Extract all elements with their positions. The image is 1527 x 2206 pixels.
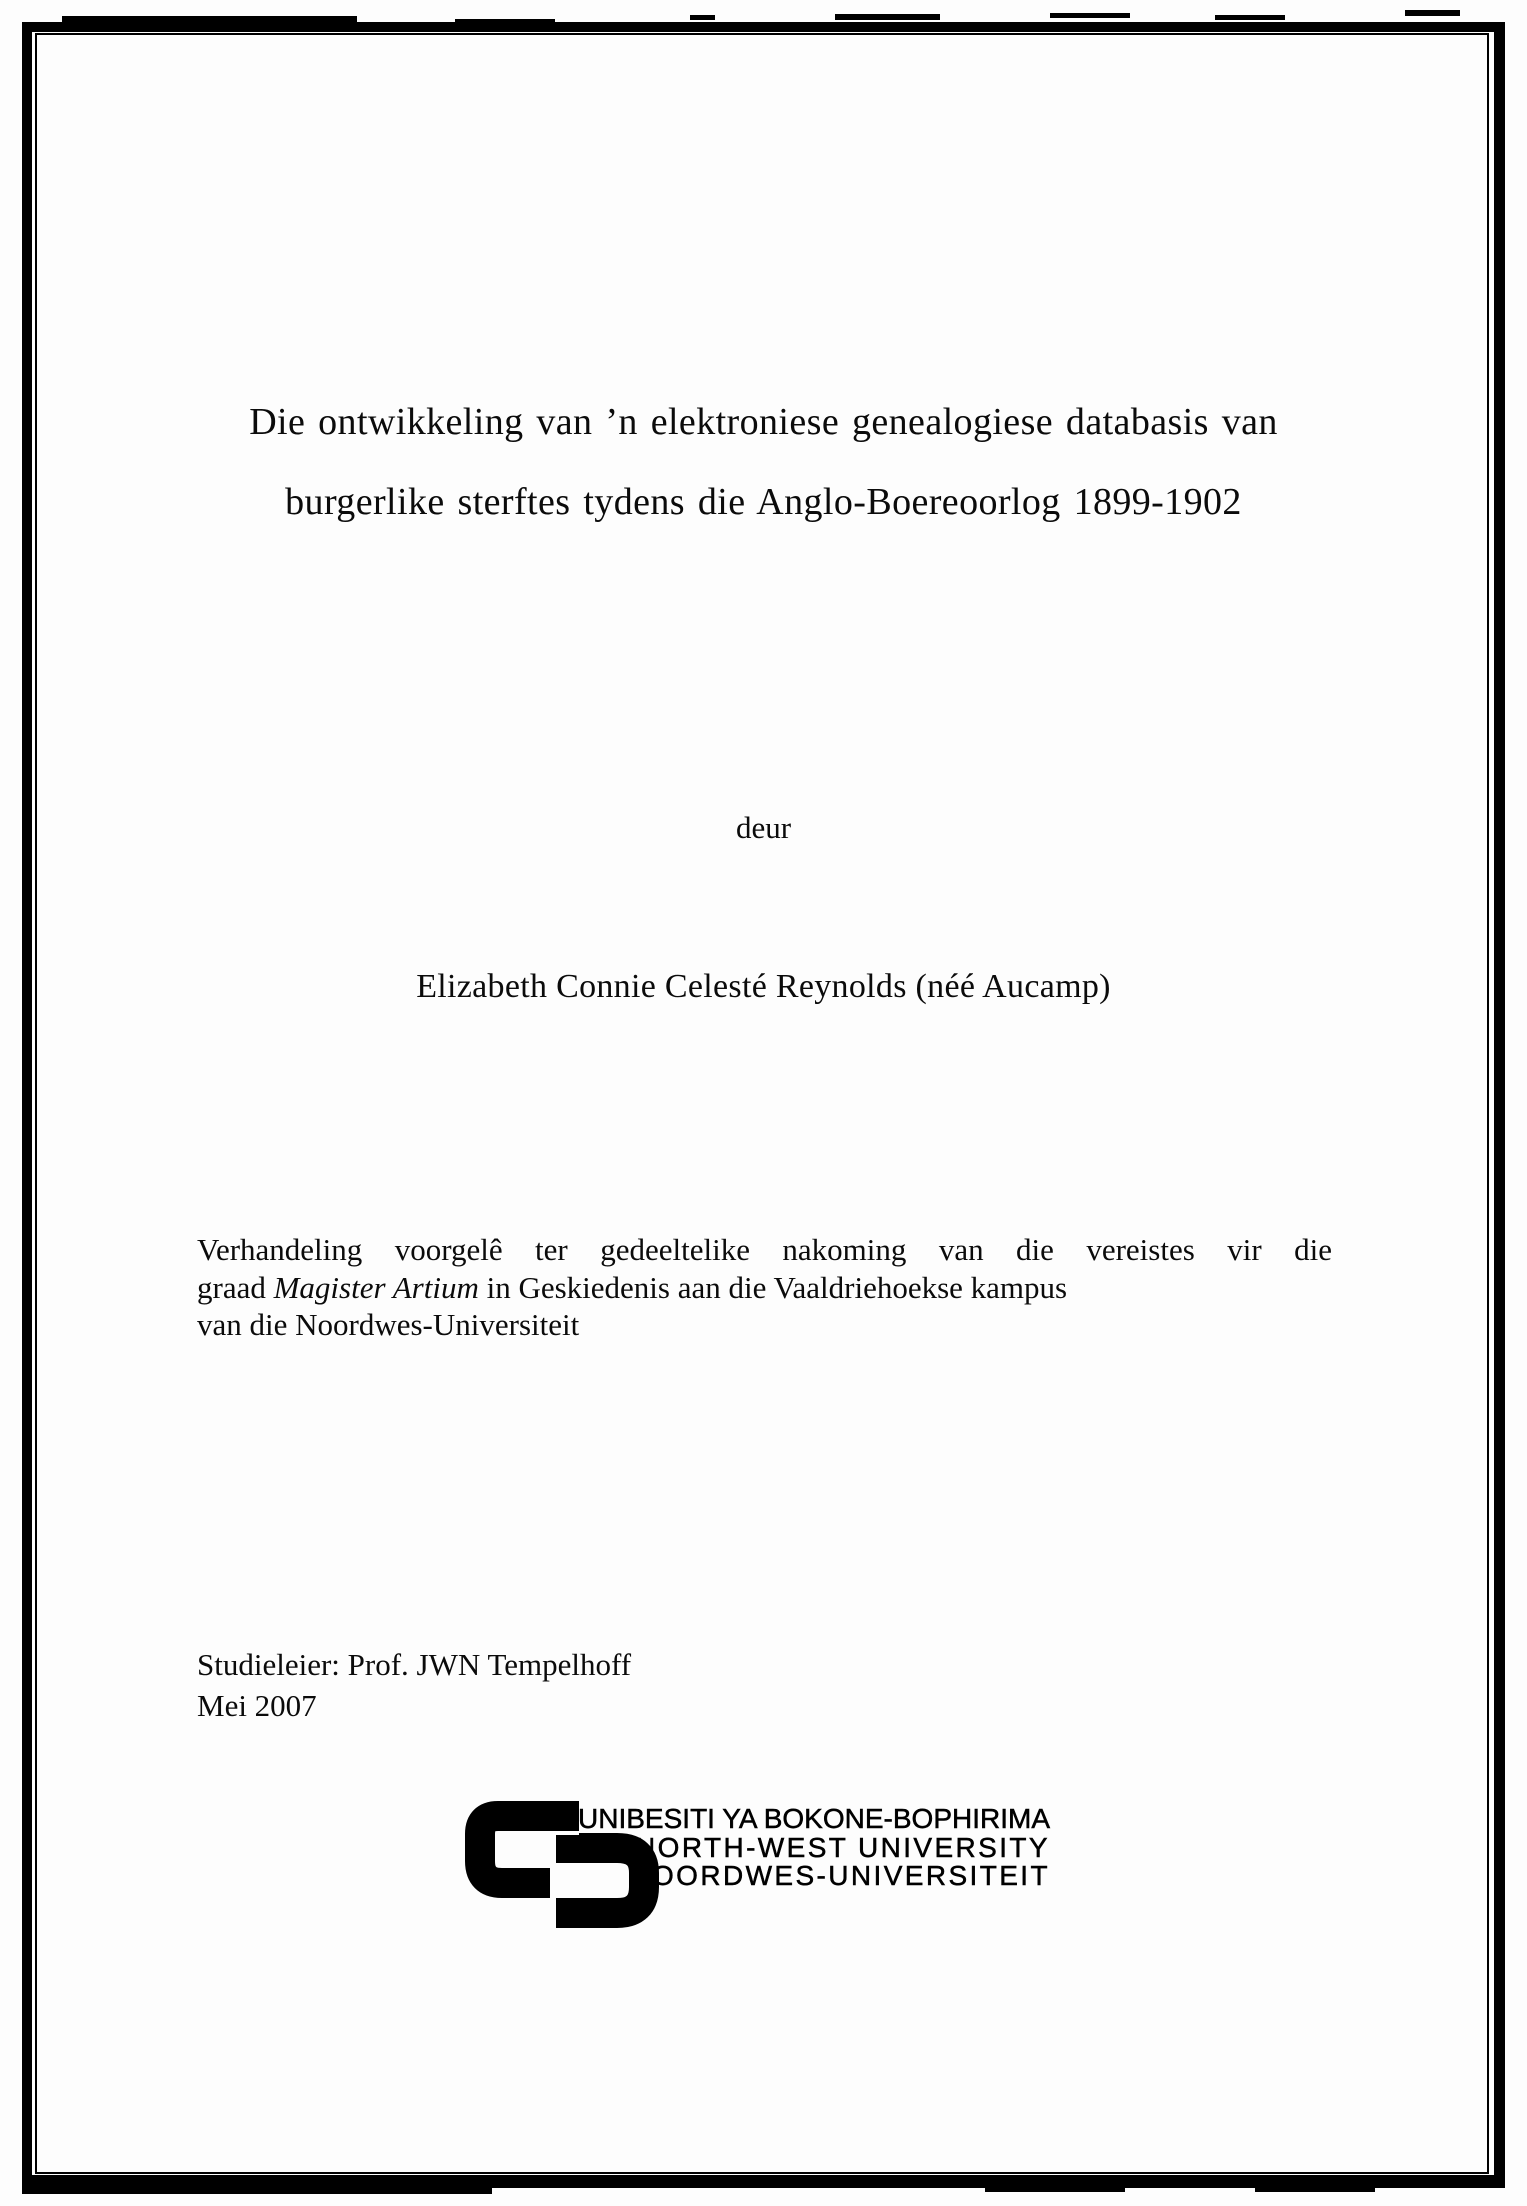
degree-name-italic: Magister Artium	[273, 1269, 479, 1305]
logo-line-english: NORTH-WEST UNIVERSITY	[635, 1831, 1050, 1863]
degree-statement	[197, 1231, 1332, 1344]
scan-artifact	[22, 2188, 492, 2194]
thesis-title-line-1: Die ontwikkeling van ’n elektroniese genealogiese databasis van	[249, 401, 1278, 443]
scan-artifact	[690, 15, 715, 20]
degree-statement-line-3: van die Noordwes-Universiteit	[197, 1307, 580, 1342]
scan-artifact	[835, 14, 940, 20]
supervisor-line: Studieleier: Prof. JWN Tempelhoff	[197, 1647, 632, 1682]
thesis-title	[110, 382, 1417, 542]
logo-line-afrikaans: NOORDWES-UNIVERSITEIT	[629, 1860, 1050, 1891]
degree-statement-line-2-pre: graad	[197, 1269, 274, 1305]
scan-artifact	[1050, 13, 1130, 18]
supervisor-block	[197, 1644, 631, 1726]
degree-statement-line-2-post: in Geskiedenis aan die Vaaldriehoekse kampus	[478, 1269, 1068, 1305]
byline-label: deur	[735, 810, 792, 845]
thesis-title-line-2: burgerlike sterftes tydens die Anglo-Boereoorlog 1899-1902	[285, 481, 1242, 523]
nwu-logo-wordmark	[559, 1805, 1050, 1891]
scan-artifact	[1215, 15, 1285, 20]
degree-statement-line-2	[197, 1269, 1332, 1307]
logo-line-setswana: YUNIBESITI YA BOKONE-BOPHIRIMA	[559, 1803, 1050, 1834]
degree-statement-line-1: Verhandeling voorgelê ter gedeeltelike nakoming van die vereistes vir die	[197, 1232, 1332, 1267]
author-name: Elizabeth Connie Celesté Reynolds (néé Aucamp)	[416, 968, 1111, 1005]
scan-artifact	[1405, 10, 1460, 16]
date-line: Mei 2007	[197, 1688, 317, 1723]
